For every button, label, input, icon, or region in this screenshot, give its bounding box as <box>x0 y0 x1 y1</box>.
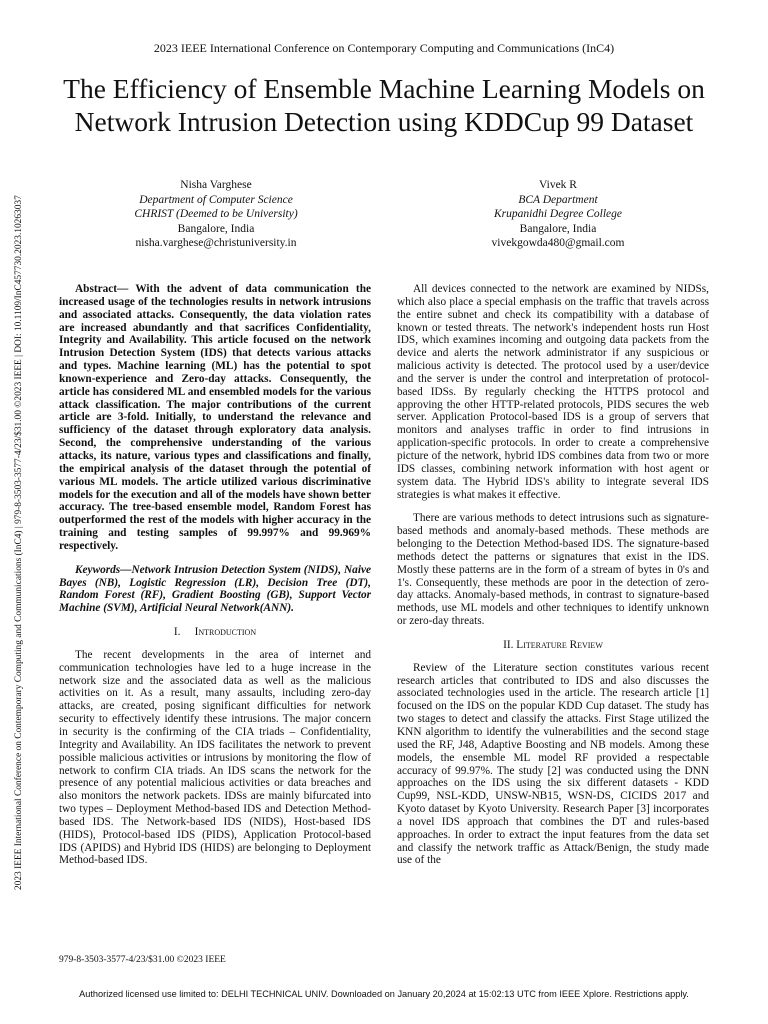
right-column <box>397 283 709 878</box>
footer-license: Authorized licensed use limited to: DELHI TECHNICAL UNIV. Downloaded on January 20,2024 at 15:02:13 UTC from IEEE Xplore. Restrictions apply. <box>79 989 689 999</box>
conference-header: 2023 IEEE International Conference on Contemporary Computing and Communications (InC4) <box>153 41 615 55</box>
literature-paragraph: Review of the Literature section constitutes various recent research articles that contributed to IDS and also discusses the associated technologies used in the article. The research article [1] focused on the IDS on the popular KDD Cup dataset. The study has two stages to detect and classify the attacks. First Stage utilized the KNN algorithm to identify the vulnerabilities and the second stage used the RF, J48, Adaptive Boosting and NB models. Among these models, the ensemble ML model RF provided a respectable accuracy of 99.97%. The study [2] was conducted using the DNN approaches on the IDS using the six different datasets - KDD Cup99, NSL-KDD, UNSW-NB15, WSN-DS, CICIDS 2017 and Kyoto dataset by Kyoto University. Research Paper [3] incorporates a novel IDS approach that combines the DT and rules-based approaches. In order to extract the input features from the data set and classify the network traffic as Attack/Benign, the study made use of the <box>397 661 709 867</box>
section-heading-introduction <box>59 626 371 639</box>
section-heading-literature-review <box>397 639 709 652</box>
paper-title: The Efficiency of Ensemble Machine Learning Models on Network Intrusion Detection using KDDCup 99 Dataset <box>63 73 705 137</box>
section-title: Introduction <box>194 626 257 639</box>
author-block-1 <box>96 178 336 251</box>
body-paragraph: All devices connected to the network are examined by NIDSs, which also place a special emphasis on the traffic that travels across the entire subnet and check its compatibility with a database of known or tested threats. The network's independent hosts run Host IDS, which examines incoming and outgoing data packets from the device and alerts the network administrator if any suspicious or malicious activity is detected. The protocol used by a user/device and the server is under the control and interpretation of protocol-based IDSs. By regularly checking the HTTPS protocol and approving the other HTTP-related protocols, PIDS secures the web server. Application Protocol-based IDS is a group of servers that monitors and analyses traffic in order to find intrusions in application-specific protocols. In order to create a comprehensive picture of the network, hybrid IDS combines data from two or more IDS classes, combining network information with host agent or system data. The Hybrid IDS's ability to integrate several IDS strategies is what makes it effective. <box>397 283 709 501</box>
footer-isbn: 979-8-3503-3577-4/23/$31.00 ©2023 IEEE <box>59 955 226 965</box>
abstract: Abstract— With the advent of data communication the increased usage of the technologies results in network intrusions and associated attacks. Consequently, the data violation rates are increased abundantly and that sacrifices Confidentiality, Integrity and Availability. This article focused on the network Intrusion Detection System (IDS) that detects various attacks and types. Machine learning (ML) has the potential to spot known-experience and Zero-day attacks. Consequently, the article has considered ML and ensembled models for the various attack classification. The major contributions of the current article are 3-fold. Initially, to understand the relevance and sufficiency of the dataset through exploratory data analysis. Second, the comprehensive understanding of the various attacks, its nature, various types and classifications and finally, the empirical analysis of the dataset through the potential of various ML models. The article utilized various discriminative models for the execution and all of the models have shown better accuracy. The tree-based ensemble model, Random Forest has outperformed the rest of the models with higher accuracy in the training and testing samples of 99.997% and 99.969% respectively. <box>59 283 371 552</box>
author-email[interactable]: nisha.varghese@christuniversity.in <box>135 237 297 250</box>
author-institution: Krupanidhi Degree College <box>494 208 622 221</box>
section-title: Literature Review <box>516 638 603 651</box>
side-doi-strip: 2023 IEEE International Conference on Contemporary Computing and Communications (InC4) | 979-8-3503-3577-4/23/$31.00 ©2023 IEEE | DOI: 10.1109/InC457730.2023.10263037 <box>14 195 24 890</box>
body-paragraph: There are various methods to detect intrusions such as signature-based methods and anomaly-based methods. These methods are belonging to the Detection Method-based IDS. The signature-based methods detect the patterns or signatures that exist in the IDS. Mostly these patterns are in the form of a stream of bytes in 0's and 1's. Consequently, these methods are poor in the detection of zero-day attacks. Anomaly-based methods, in contrast to signature-based methods, use ML models and other techniques to identify unknown or zero-day threats. <box>397 512 709 628</box>
author-name: Vivek R <box>539 179 577 191</box>
introduction-paragraph: The recent developments in the area of internet and communication technologies have led to a huge increase in the network size and the associated data as well as the malicious activities on it. As a result, many assaults, including zero-day attacks, are created, posing significant difficulties for network security to effectively identify these intrusions. The major concern in security is the confirming of the CIA triads – Confidentiality, Integrity and Availability. An IDS facilitates the network to prevent possible malicious activities or intrusions by monitoring the flow of network to confirm CIA triads. An IDS scans the network for the presence of any potential malicious activities or data breaches and also monitors the network packets. IDSs are mainly bifurcated into two types – Deployment Method-based IDS and Detection Method-based IDS. The Network-based IDS (NIDS), Host-based IDS (HIDS), Protocol-based IDS (PIDS), Application Protocol-based IDS (APIDS) and Hybrid IDS (HIDS) are belonging to Deployment Method-based IDS. <box>59 648 371 867</box>
keywords: Keywords—Network Intrusion Detection System (NIDS), Naive Bayes (NB), Logistic Regression (LR), Decision Tree (DT), Random Forest (RF), Gradient Boosting (GB), Support Vector Machine (SVM), Artificial Neural Network(ANN). <box>59 563 371 615</box>
author-department: BCA Department <box>518 193 598 206</box>
author-location: Bangalore, India <box>177 222 255 235</box>
author-institution: CHRIST (Deemed to be University) <box>134 208 298 221</box>
left-column <box>59 283 371 878</box>
section-number: II. <box>503 638 514 651</box>
author-department: Department of Computer Science <box>139 193 293 206</box>
section-number: I. <box>173 626 181 639</box>
author-name: Nisha Varghese <box>180 179 252 191</box>
author-block-2 <box>438 178 678 251</box>
author-email[interactable]: vivekgowda480@gmail.com <box>491 237 625 250</box>
author-location: Bangalore, India <box>519 222 597 235</box>
